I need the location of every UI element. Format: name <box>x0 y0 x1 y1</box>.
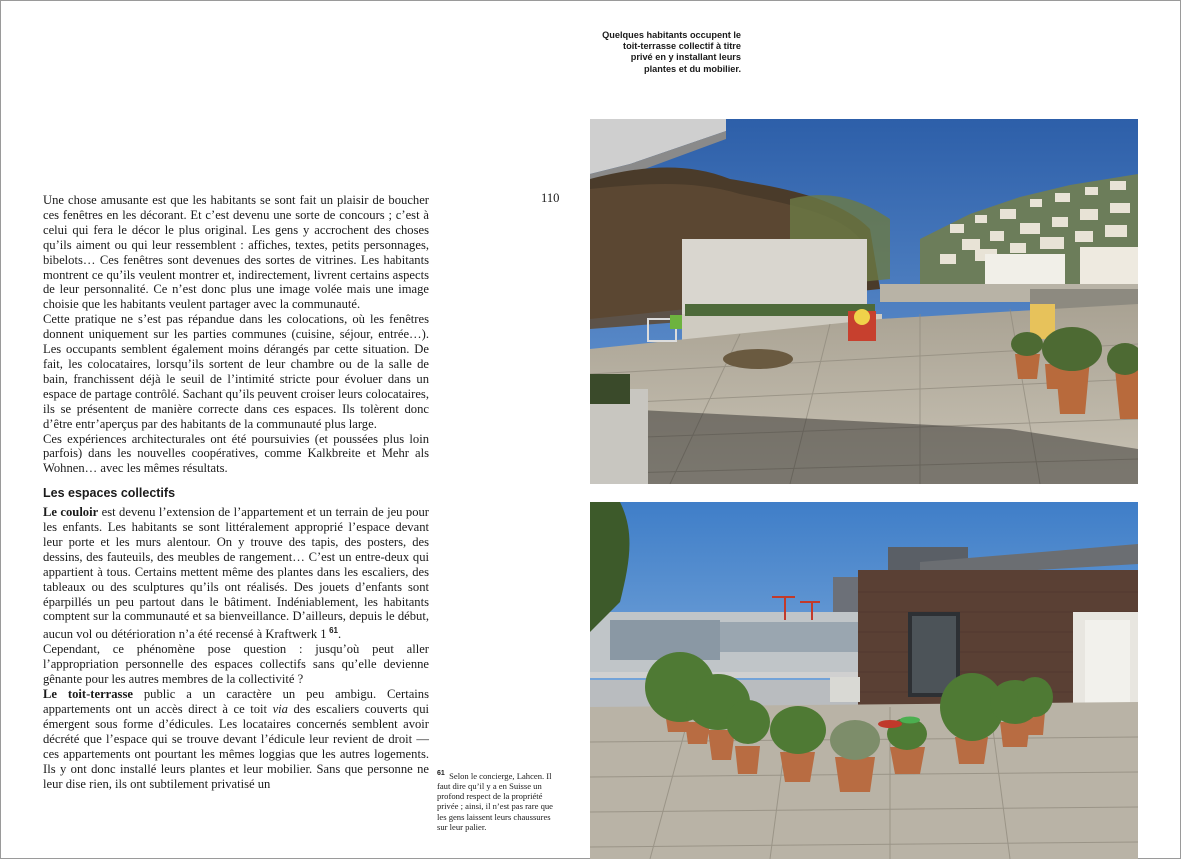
paragraph-colocations: Cette pratique ne s’est pas répandue dans les colocations, où les fenêtres donnent uniquement sur les parties communes (cuisine, séjour, entrée…). Les occupants semblent également moins dérangés par cette situation. De fait, les colocataires, lorsqu’ils sortent de leur chambre ou de la salle de bain, franchissent déjà le seuil de l’intimité stricte pour évoluer dans un espace de partage contrôlé. Sachant qu’ils peuvent croiser leurs colocataires, ils se présentent de manière correcte dans ces espaces. Ils tolèrent donc d’être entr’aperçus par des habitants de la communauté plus large. <box>43 312 429 431</box>
toit-text-a: public a un caractère un peu ambigu. Certains appartements ont un accès direct à ce toit <box>43 687 429 717</box>
terrace-plants-photo <box>590 502 1138 859</box>
footnote-ref-61[interactable]: 61 <box>329 626 339 636</box>
term-couloir: Le couloir <box>43 505 99 520</box>
couloir-text: est devenu l’extension de l’appartement et un terrain de jeu pour les enfants. Les habitants se sont littéralement approprié l’espace devant leur porte et les murs alentour. On y trouve des tapis, des posters, des dessins, des fauteuils, des meubles de rangement… C’est un entre-deux qui appartient à tous. Certains mettent même des plantes dans les escaliers, des tableaux ou des sculptures qu’ils ont réalisés. Des jouets d’enfants sont éparpillés un peu partout dans le bâtiment. Indéniablement, les habitants comptent sur la communauté et sa bienveillance. D’ailleurs, depuis le début, aucun vol ou détérioration n’a été recensé à Kraftwerk 1 <box>43 505 429 642</box>
photo-caption: Quelques habitants occupent le toit-terrasse collectif à titre privé en y installant leurs plantes et du mobilier. <box>602 30 741 74</box>
paragraph-couloir <box>43 505 429 642</box>
toit-via: via <box>272 702 288 717</box>
paragraph-toit-terrasse <box>43 687 429 791</box>
paragraph-question: Cependant, ce phénomène pose question : jusqu’où peut aller l’appropriation personnelle des espaces collectifs sans qu’elle devienne gênante pour les autres membres de la collectivité ? <box>43 642 429 687</box>
term-toit-terrasse: Le toit-terrasse <box>43 687 133 702</box>
couloir-end: . <box>338 627 342 642</box>
rooftop-terrace-photo <box>590 119 1138 484</box>
page-number: 110 <box>541 191 560 205</box>
footnote-text: Selon le concierge, Lahcen. Il faut dire qu’il y a en Suisse un profond respect de la propriété privée ; ainsi, il n’est pas rare que les gens laissent leurs chaussures sur leur palier. <box>437 770 553 832</box>
paragraph-experiences: Ces expériences architecturales ont été poursuivies (et poussées plus loin parfois) dans les nouvelles coopératives, comme Kalkbreite et Mehr als Wohnen… avec les mêmes résultats. <box>43 431 429 476</box>
paragraph-window-decoration: Une chose amusante est que les habitants se sont fait un plaisir de boucher ces fenêtres en les décorant. Et c’est devenu une sorte de concours ; c’est à celui qui fera le décor le plus original. Les gens y accrochent des choses qu’ils aiment ou qui leur ressemblent : affiches, textes, petits personnages, bibelots… Ces fenêtres sont devenues des sortes de vitrines. Les habitants montrent ce qu’ils veulent montrer et, indirectement, livrent certains aspects de leur personnalité. Ce n’est donc plus une image volée mais une image choisie que les habitants veulent partager avec la communauté. <box>43 193 429 312</box>
body-text-column <box>43 193 429 792</box>
footnote-61 <box>437 769 557 832</box>
footnote-number: 61 <box>437 770 445 777</box>
toit-text-b: des escaliers couverts qui émergent sous forme d’édicules. Les locataires concernés semblent avoir décrété que l’espace qui se trouve devant l’édicule leur revient de droit — ces appartements ont pourtant les mêmes loggias que les autres logements. Ils y ont donc installé leurs plantes et leur mobilier. Sans que personne ne leur dise rien, ils ont subtilement privatisé un <box>43 702 429 791</box>
section-heading: Les espaces collectifs <box>43 486 176 501</box>
